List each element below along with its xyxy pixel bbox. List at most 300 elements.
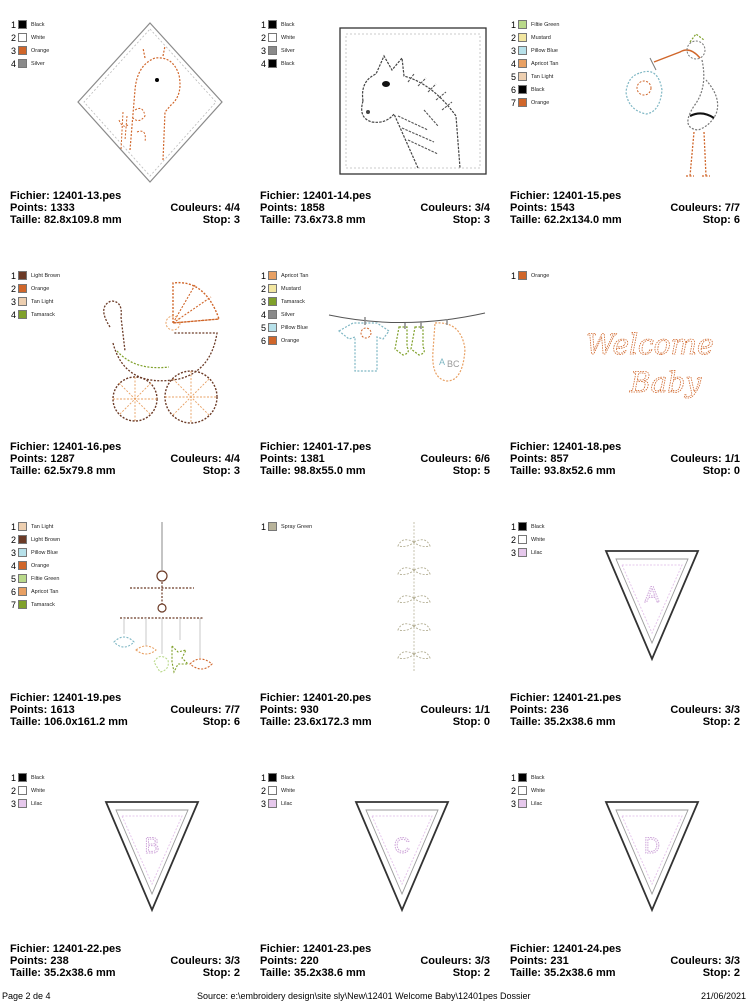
thread-swatch	[18, 522, 27, 531]
thread-name: Spray Green	[281, 523, 313, 530]
design-info	[260, 441, 490, 477]
thread-color-row	[258, 334, 308, 347]
thread-color-row	[8, 57, 49, 70]
file-name: Fichier: 12401-19.pes	[10, 692, 122, 704]
thread-color-row	[8, 546, 60, 559]
file-name: Fichier: 12401-20.pes	[260, 692, 372, 704]
thread-name: Silver	[281, 47, 295, 54]
thread-name: Pillow Blue	[281, 324, 308, 331]
thread-swatch	[518, 72, 527, 81]
thread-name: Apricot Tan	[31, 588, 59, 595]
stop-count: Stop: 3	[452, 214, 490, 226]
thread-index: 4	[10, 309, 16, 320]
thread-name: Orange	[531, 99, 550, 106]
thread-name: Apricot Tan	[531, 60, 559, 67]
design-size: Taille: 62.5x79.8 mm	[10, 465, 116, 477]
thread-color-legend	[8, 18, 49, 70]
stop-count: Stop: 0	[452, 716, 490, 728]
stitch-points: Points: 1287	[10, 453, 75, 465]
thread-index: 7	[510, 97, 516, 108]
stitch-points: Points: 1333	[10, 202, 75, 214]
thread-color-legend	[8, 520, 60, 611]
thread-name: Black	[531, 774, 545, 781]
thread-color-row	[508, 797, 545, 810]
thread-name: Orange	[31, 562, 50, 569]
design-size: Taille: 62.2x134.0 mm	[510, 214, 622, 226]
design-card	[0, 251, 250, 502]
design-info	[10, 943, 240, 979]
thread-name: Black	[31, 21, 45, 28]
color-count: Couleurs: 4/4	[170, 453, 240, 465]
design-info	[260, 692, 490, 728]
file-name: Fichier: 12401-21.pes	[510, 692, 622, 704]
thread-index: 3	[510, 45, 516, 56]
thread-swatch	[18, 574, 27, 583]
design-card	[500, 251, 750, 502]
thread-color-legend	[258, 18, 295, 70]
thread-index: 1	[10, 270, 16, 281]
thread-swatch	[268, 271, 277, 280]
thread-index: 1	[10, 772, 16, 783]
giraffe-design	[75, 20, 225, 185]
source-path: Source: e:\embroidery design\site sly\New\12401 Welcome Baby\12401pes Dossier	[197, 991, 531, 1001]
thread-name: Light Brown	[31, 272, 61, 279]
thread-color-row	[8, 797, 45, 810]
thread-swatch	[18, 600, 27, 609]
thread-swatch	[518, 85, 527, 94]
design-size: Taille: 23.6x172.3 mm	[260, 716, 372, 728]
thread-index: 2	[10, 534, 16, 545]
thread-color-legend	[508, 520, 545, 559]
thread-swatch	[268, 33, 277, 42]
thread-color-legend	[258, 269, 308, 347]
vine-border-design	[390, 522, 440, 692]
thread-swatch	[18, 786, 27, 795]
thread-name: Orange	[281, 337, 300, 344]
file-name: Fichier: 12401-18.pes	[510, 441, 622, 453]
thread-color-row	[8, 295, 60, 308]
thread-index: 5	[260, 322, 266, 333]
stitch-points: Points: 1543	[510, 202, 575, 214]
thread-name: Tan Light	[31, 523, 54, 530]
thread-name: Orange	[531, 272, 550, 279]
thread-color-row	[508, 44, 559, 57]
thread-name: Pillow Blue	[531, 47, 558, 54]
thread-swatch	[268, 297, 277, 306]
thread-color-row	[508, 520, 545, 533]
thread-index: 1	[260, 270, 266, 281]
thread-swatch	[18, 548, 27, 557]
thread-index: 2	[260, 32, 266, 43]
thread-index: 2	[260, 785, 266, 796]
thread-name: Lilac	[531, 800, 543, 807]
thread-swatch	[18, 33, 27, 42]
file-name: Fichier: 12401-23.pes	[260, 943, 372, 955]
thread-color-row	[508, 83, 559, 96]
thread-index: 4	[10, 560, 16, 571]
thread-name: Black	[31, 774, 45, 781]
thread-swatch	[18, 20, 27, 29]
design-card	[500, 0, 750, 251]
thread-color-row	[508, 784, 545, 797]
thread-index: 2	[10, 32, 16, 43]
thread-index: 1	[510, 270, 516, 281]
design-info	[260, 190, 490, 226]
thread-color-row	[508, 31, 559, 44]
thread-color-row	[258, 269, 308, 282]
print-date: 21/06/2021	[700, 991, 746, 1001]
thread-index: 2	[10, 785, 16, 796]
thread-swatch	[268, 786, 277, 795]
thread-color-row	[8, 520, 60, 533]
color-count: Couleurs: 3/3	[170, 955, 240, 967]
stork-design	[610, 18, 730, 188]
thread-name: Tamarack	[281, 298, 305, 305]
stop-count: Stop: 2	[702, 716, 740, 728]
thread-swatch	[18, 561, 27, 570]
design-info	[260, 943, 490, 979]
thread-name: Lilac	[281, 800, 293, 807]
design-card	[0, 0, 250, 251]
thread-name: Filtie Green	[531, 21, 560, 28]
stitch-points: Points: 238	[10, 955, 69, 967]
thread-swatch	[268, 336, 277, 345]
thread-color-row	[258, 282, 308, 295]
thread-color-row	[8, 308, 60, 321]
thread-color-row	[508, 18, 559, 31]
thread-color-row	[8, 282, 60, 295]
thread-color-legend	[258, 771, 295, 810]
color-count: Couleurs: 6/6	[420, 453, 490, 465]
thread-name: Orange	[31, 285, 50, 292]
thread-color-row	[8, 559, 60, 572]
thread-swatch	[268, 20, 277, 29]
thread-name: Mustard	[281, 285, 301, 292]
stop-count: Stop: 6	[702, 214, 740, 226]
thread-color-row	[508, 70, 559, 83]
thread-swatch	[268, 310, 277, 319]
thread-name: Black	[281, 774, 295, 781]
thread-color-row	[258, 797, 295, 810]
file-name: Fichier: 12401-14.pes	[260, 190, 372, 202]
thread-index: 5	[10, 573, 16, 584]
file-name: Fichier: 12401-16.pes	[10, 441, 122, 453]
thread-swatch	[518, 59, 527, 68]
thread-swatch	[518, 548, 527, 557]
thread-color-row	[258, 295, 308, 308]
thread-swatch	[18, 535, 27, 544]
clothesline-design	[325, 301, 490, 406]
thread-color-row	[8, 44, 49, 57]
thread-color-row	[508, 96, 559, 109]
thread-index: 2	[510, 785, 516, 796]
design-card	[0, 753, 250, 1004]
pennant-design	[352, 798, 452, 918]
thread-index: 3	[260, 45, 266, 56]
thread-color-row	[8, 533, 60, 546]
thread-color-row	[8, 598, 60, 611]
pennant-design	[602, 798, 702, 918]
design-card	[500, 753, 750, 1004]
stitch-points: Points: 220	[260, 955, 319, 967]
thread-color-row	[258, 44, 295, 57]
thread-swatch	[268, 522, 277, 531]
stop-count: Stop: 0	[702, 465, 740, 477]
thread-color-row	[8, 784, 45, 797]
thread-name: White	[281, 787, 296, 794]
design-size: Taille: 98.8x55.0 mm	[260, 465, 366, 477]
svg-text:Welcome: Welcome	[586, 328, 714, 361]
thread-index: 3	[260, 798, 266, 809]
thread-index: 4	[260, 309, 266, 320]
thread-color-legend	[508, 771, 545, 810]
design-card	[250, 502, 500, 753]
thread-name: Black	[281, 60, 295, 67]
color-count: Couleurs: 7/7	[670, 202, 740, 214]
stitch-points: Points: 1858	[260, 202, 325, 214]
thread-name: Mustard	[531, 34, 551, 41]
thread-swatch	[18, 271, 27, 280]
thread-name: White	[281, 34, 296, 41]
zebra-design	[338, 26, 488, 178]
thread-index: 1	[510, 521, 516, 532]
thread-name: Tan Light	[531, 73, 554, 80]
file-name: Fichier: 12401-13.pes	[10, 190, 122, 202]
thread-swatch	[518, 33, 527, 42]
thread-swatch	[518, 98, 527, 107]
thread-name: Black	[531, 523, 545, 530]
thread-name: White	[531, 787, 546, 794]
design-size: Taille: 35.2x38.6 mm	[260, 967, 366, 979]
thread-color-row	[258, 57, 295, 70]
thread-color-row	[8, 18, 49, 31]
thread-swatch	[268, 773, 277, 782]
thread-swatch	[18, 799, 27, 808]
thread-color-row	[508, 533, 545, 546]
stitch-points: Points: 236	[510, 704, 569, 716]
thread-name: Tan Light	[31, 298, 54, 305]
thread-name: Black	[531, 86, 545, 93]
thread-index: 3	[10, 296, 16, 307]
svg-text:B: B	[144, 833, 160, 858]
thread-index: 5	[510, 71, 516, 82]
design-size: Taille: 73.6x73.8 mm	[260, 214, 366, 226]
thread-index: 6	[260, 335, 266, 346]
svg-text:A: A	[644, 582, 660, 607]
thread-index: 6	[510, 84, 516, 95]
thread-name: Apricot Tan	[281, 272, 309, 279]
thread-name: Tamarack	[31, 601, 55, 608]
svg-text:Baby: Baby	[630, 366, 702, 399]
thread-index: 3	[510, 547, 516, 558]
thread-swatch	[518, 786, 527, 795]
color-count: Couleurs: 1/1	[420, 704, 490, 716]
thread-index: 1	[510, 772, 516, 783]
stitch-points: Points: 1613	[10, 704, 75, 716]
thread-swatch	[18, 773, 27, 782]
stop-count: Stop: 3	[202, 214, 240, 226]
thread-name: Silver	[281, 311, 295, 318]
thread-index: 1	[10, 521, 16, 532]
thread-color-row	[508, 771, 545, 784]
thread-color-row	[258, 308, 308, 321]
design-card	[250, 251, 500, 502]
thread-color-legend	[508, 18, 559, 109]
thread-index: 2	[260, 283, 266, 294]
thread-index: 2	[510, 534, 516, 545]
stop-count: Stop: 5	[452, 465, 490, 477]
design-card	[500, 502, 750, 753]
mobile-design	[100, 522, 240, 692]
thread-name: Orange	[31, 47, 50, 54]
thread-swatch	[518, 799, 527, 808]
stitch-points: Points: 231	[510, 955, 569, 967]
thread-color-row	[8, 269, 60, 282]
thread-color-legend	[8, 269, 60, 321]
design-info	[510, 943, 740, 979]
thread-name: Lilac	[31, 800, 43, 807]
design-info	[10, 692, 240, 728]
design-card	[250, 0, 500, 251]
thread-color-row	[258, 321, 308, 334]
stitch-points: Points: 857	[510, 453, 569, 465]
thread-index: 4	[260, 58, 266, 69]
thread-color-row	[258, 771, 295, 784]
thread-swatch	[518, 20, 527, 29]
thread-color-row	[258, 520, 312, 533]
pennant-design	[102, 798, 202, 918]
thread-color-row	[8, 31, 49, 44]
thread-swatch	[518, 271, 527, 280]
pennant-design	[602, 547, 702, 667]
design-size: Taille: 35.2x38.6 mm	[510, 967, 616, 979]
thread-swatch	[18, 310, 27, 319]
thread-swatch	[268, 323, 277, 332]
thread-color-legend	[258, 520, 312, 533]
thread-swatch	[268, 284, 277, 293]
svg-text:D: D	[644, 833, 660, 858]
thread-index: 6	[10, 586, 16, 597]
thread-index: 7	[10, 599, 16, 610]
thread-index: 3	[510, 798, 516, 809]
design-info	[510, 190, 740, 226]
thread-index: 3	[10, 798, 16, 809]
design-info	[510, 441, 740, 477]
thread-index: 1	[260, 19, 266, 30]
thread-name: Tamarack	[31, 311, 55, 318]
stitch-points: Points: 930	[260, 704, 319, 716]
color-count: Couleurs: 3/3	[670, 704, 740, 716]
thread-swatch	[518, 46, 527, 55]
thread-color-row	[508, 546, 545, 559]
design-size: Taille: 82.8x109.8 mm	[10, 214, 122, 226]
color-count: Couleurs: 7/7	[170, 704, 240, 716]
file-name: Fichier: 12401-24.pes	[510, 943, 622, 955]
thread-color-row	[258, 31, 295, 44]
page-number: Page 2 de 4	[2, 991, 51, 1001]
thread-swatch	[518, 522, 527, 531]
thread-index: 4	[510, 58, 516, 69]
thread-index: 1	[260, 772, 266, 783]
stop-count: Stop: 2	[452, 967, 490, 979]
svg-text:C: C	[394, 833, 410, 858]
thread-color-legend	[508, 269, 549, 282]
thread-color-row	[258, 784, 295, 797]
stop-count: Stop: 6	[202, 716, 240, 728]
pram-design	[95, 271, 235, 431]
thread-name: White	[31, 34, 46, 41]
stop-count: Stop: 3	[202, 465, 240, 477]
thread-index: 1	[10, 19, 16, 30]
thread-swatch	[268, 59, 277, 68]
color-count: Couleurs: 3/4	[420, 202, 490, 214]
thread-swatch	[518, 773, 527, 782]
thread-swatch	[18, 284, 27, 293]
thread-swatch	[268, 46, 277, 55]
design-card	[0, 502, 250, 753]
stop-count: Stop: 2	[202, 967, 240, 979]
design-size: Taille: 106.0x161.2 mm	[10, 716, 128, 728]
color-count: Couleurs: 3/3	[670, 955, 740, 967]
design-size: Taille: 35.2x38.6 mm	[10, 967, 116, 979]
thread-name: White	[31, 787, 46, 794]
file-name: Fichier: 12401-15.pes	[510, 190, 622, 202]
svg-text:A: A	[439, 357, 446, 367]
thread-index: 2	[10, 283, 16, 294]
color-count: Couleurs: 4/4	[170, 202, 240, 214]
thread-color-row	[508, 269, 549, 282]
thread-name: Filtie Green	[31, 575, 60, 582]
file-name: Fichier: 12401-17.pes	[260, 441, 372, 453]
design-info	[10, 190, 240, 226]
thread-color-legend	[8, 771, 45, 810]
welcome-baby-design	[570, 306, 740, 406]
thread-index: 3	[10, 45, 16, 56]
thread-swatch	[18, 59, 27, 68]
design-card	[250, 753, 500, 1004]
thread-color-row	[258, 18, 295, 31]
thread-index: 2	[510, 32, 516, 43]
thread-index: 1	[260, 521, 266, 532]
stop-count: Stop: 2	[702, 967, 740, 979]
thread-swatch	[268, 799, 277, 808]
color-count: Couleurs: 1/1	[670, 453, 740, 465]
thread-color-row	[508, 57, 559, 70]
design-size: Taille: 35.2x38.6 mm	[510, 716, 616, 728]
color-count: Couleurs: 3/3	[420, 955, 490, 967]
thread-color-row	[8, 572, 60, 585]
thread-name: Silver	[31, 60, 45, 67]
thread-swatch	[18, 587, 27, 596]
thread-swatch	[518, 535, 527, 544]
thread-color-row	[8, 771, 45, 784]
thread-swatch	[18, 46, 27, 55]
design-info	[510, 692, 740, 728]
thread-name: White	[531, 536, 546, 543]
thread-index: 3	[260, 296, 266, 307]
thread-color-row	[8, 585, 60, 598]
thread-index: 4	[10, 58, 16, 69]
thread-index: 3	[10, 547, 16, 558]
thread-name: Black	[281, 21, 295, 28]
design-size: Taille: 93.8x52.6 mm	[510, 465, 616, 477]
thread-swatch	[18, 297, 27, 306]
thread-name: Lilac	[531, 549, 543, 556]
svg-text:BC: BC	[447, 359, 460, 369]
file-name: Fichier: 12401-22.pes	[10, 943, 122, 955]
thread-index: 1	[510, 19, 516, 30]
stitch-points: Points: 1381	[260, 453, 325, 465]
